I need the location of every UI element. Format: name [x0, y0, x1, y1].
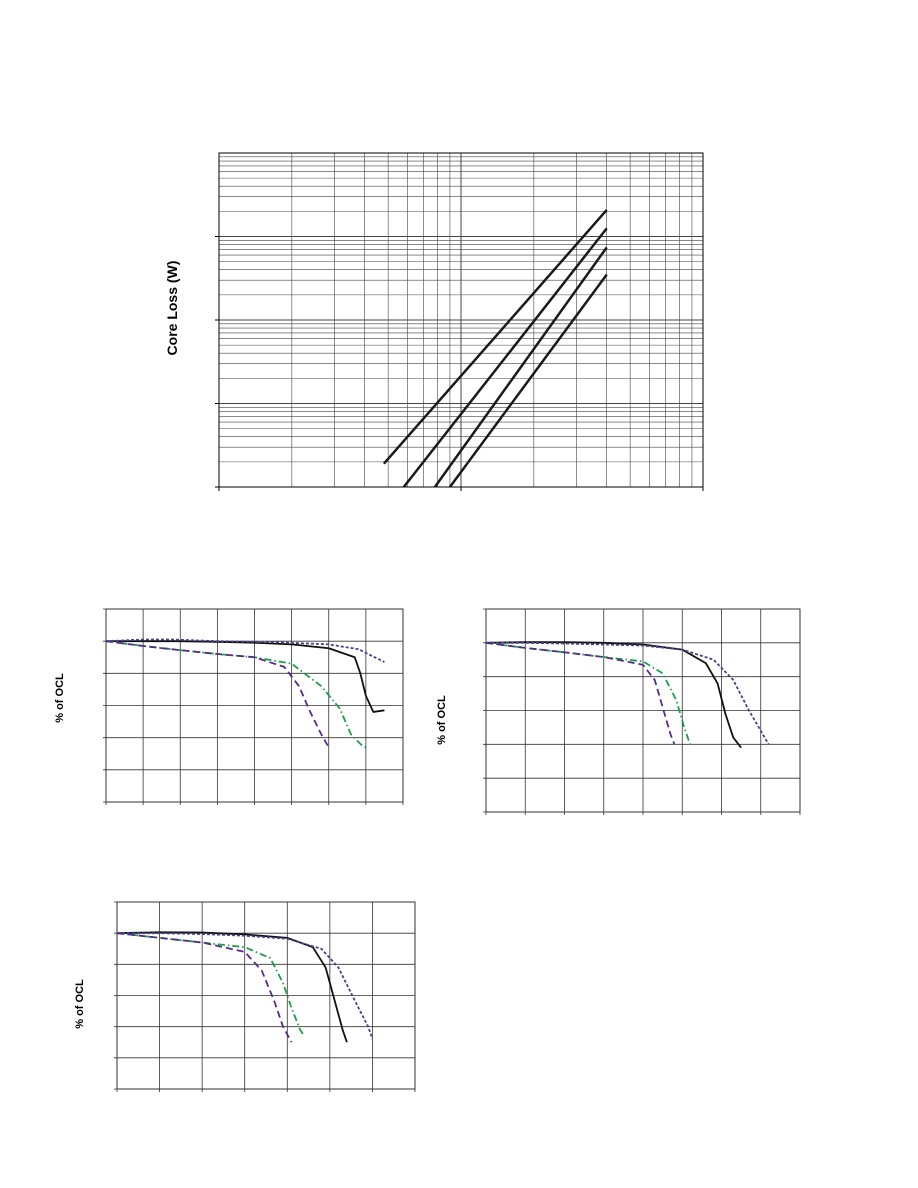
- ocl-plot-3: [0, 880, 440, 1110]
- core-loss-grid: [215, 153, 703, 491]
- ocl-1-grid: [103, 609, 403, 805]
- ocl-2-series-1: [486, 642, 741, 748]
- ocl-1-series-1: [106, 641, 384, 712]
- ocl-3-series-3: [117, 933, 304, 1036]
- ocl-3-grid: [114, 902, 415, 1092]
- ocl-2-grid: [483, 609, 800, 815]
- core-loss-plot: [0, 0, 918, 520]
- ocl-1-series-3: [106, 641, 366, 747]
- ocl-chart-2: [436, 560, 840, 830]
- core-loss-y-axis-label: Core Loss (W): [164, 260, 180, 356]
- ocl-chart-3: [0, 880, 440, 1110]
- ocl-3-y-axis-label: % of OCL: [74, 979, 86, 1029]
- ocl-plot-1: [0, 560, 460, 820]
- ocl-2-series-2: [486, 643, 769, 745]
- ocl-3-series-4: [117, 933, 292, 1042]
- ocl-2-y-axis-label: % of OCL: [436, 695, 448, 745]
- core-loss-chart: [0, 0, 918, 520]
- ocl-plot-2: [440, 560, 840, 830]
- ocl-chart-1: [0, 560, 460, 820]
- core-loss-series-4: [450, 275, 607, 487]
- ocl-2-series-4: [486, 643, 674, 745]
- ocl-1-y-axis-label: % of OCL: [54, 673, 66, 723]
